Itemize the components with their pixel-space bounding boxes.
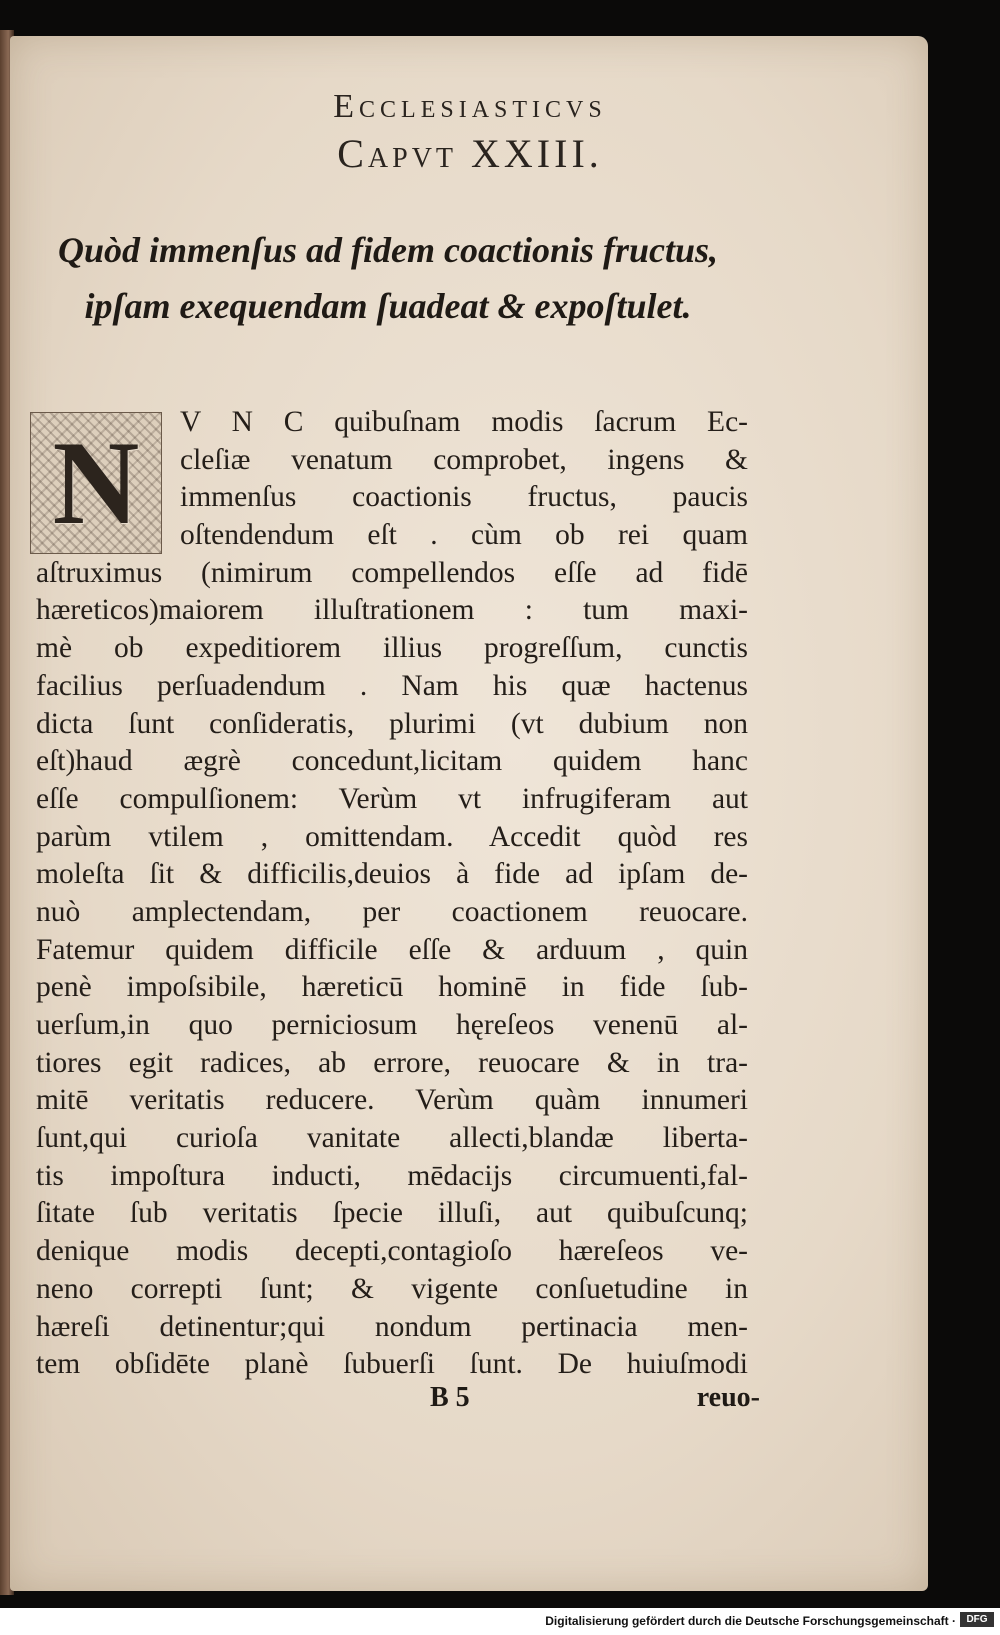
- text-line: mè ob expeditiorem illius progreſſum, cunctis: [36, 632, 748, 665]
- initial-letter: N: [52, 416, 140, 549]
- text-line: tiores egit radices, ab errore, reuocare & in tra-: [36, 1046, 748, 1079]
- text-line: tis impoſtura inducti, mēdacijs circumuenti,fal-: [36, 1159, 748, 1192]
- text-line: Fatemur quidem difficile eſſe & arduum , quin: [36, 933, 748, 966]
- page-footer: [430, 1382, 760, 1422]
- text-line: parùm vtilem , omittendam. Accedit quòd res: [36, 820, 748, 853]
- text-line: denique modis decepti,contagioſo hæreſeos ve-: [36, 1235, 748, 1268]
- text-line: ſitate ſub veritatis ſpecie illuſi, aut quibuſcunq;: [36, 1197, 748, 1230]
- text-line: immenſus coactionis fructus, paucis: [180, 481, 748, 514]
- text-line: uerſum,in quo perniciosum hęreſeos venenū al-: [36, 1009, 748, 1041]
- text-line: hæreſi detinentur;qui nondum pertinacia men-: [36, 1310, 748, 1343]
- dfg-logo: DFG: [960, 1612, 994, 1627]
- decorated-initial: [30, 412, 162, 554]
- text-line: V N C quibuſnam modis ſacrum Ec-: [180, 406, 748, 438]
- signature-mark: B 5: [430, 1382, 470, 1413]
- text-line: mitē veritatis reducere. Verùm quàm innumeri: [36, 1084, 748, 1117]
- running-title: Ecclesiasticvs: [333, 88, 607, 125]
- digitization-credit: Digitalisierung gefördert durch die Deutsche Forschungsgemeinschaft ·: [545, 1614, 956, 1628]
- page-header: [160, 88, 780, 177]
- text-line: hæreticos)maiorem illuſtrationem : tum maxi-: [36, 594, 748, 627]
- text-line: aſtruximus (nimirum compellendos eſſe ad fidē: [36, 556, 748, 589]
- text-line: oſtendendum eſt . cùm ob rei quam: [180, 519, 748, 552]
- text-line: eſſe compulſionem: Verùm vt infrugiferam aut: [36, 782, 748, 815]
- text-line: ſunt,qui curioſa vanitate allecti,blandæ liberta-: [36, 1122, 748, 1155]
- catchword: reuo-: [696, 1382, 760, 1413]
- text-line: eſt)haud ægrè concedunt,licitam quidem hanc: [36, 745, 748, 778]
- text-line: tem obſidēte planè ſubuerſi ſunt. De huiuſmodi: [36, 1348, 748, 1381]
- chapter-heading: Capvt XXIII.: [337, 131, 603, 176]
- text-line: nuò amplectendam, per coactionem reuocare.: [36, 895, 748, 928]
- chapter-title: Quòd immenſus ad fidem coactionis fructus, ipſam exequendam ſuadeat & expoſtulet.: [57, 230, 719, 326]
- text-line: dicta ſunt conſideratis, plurimi (vt dubium non: [36, 707, 748, 740]
- text-line: moleſta ſit & difficilis,deuios à fide ad ipſam de-: [36, 858, 748, 891]
- text-line: cleſiæ venatum comprobet, ingens &: [180, 443, 748, 476]
- text-line: penè impoſsibile, hæreticū hominē in fide ſub-: [36, 971, 748, 1004]
- text-line: facilius perſuadendum . Nam his quæ hactenus: [36, 669, 748, 702]
- text-line: neno correpti ſunt; & vigente conſuetudine in: [36, 1272, 748, 1305]
